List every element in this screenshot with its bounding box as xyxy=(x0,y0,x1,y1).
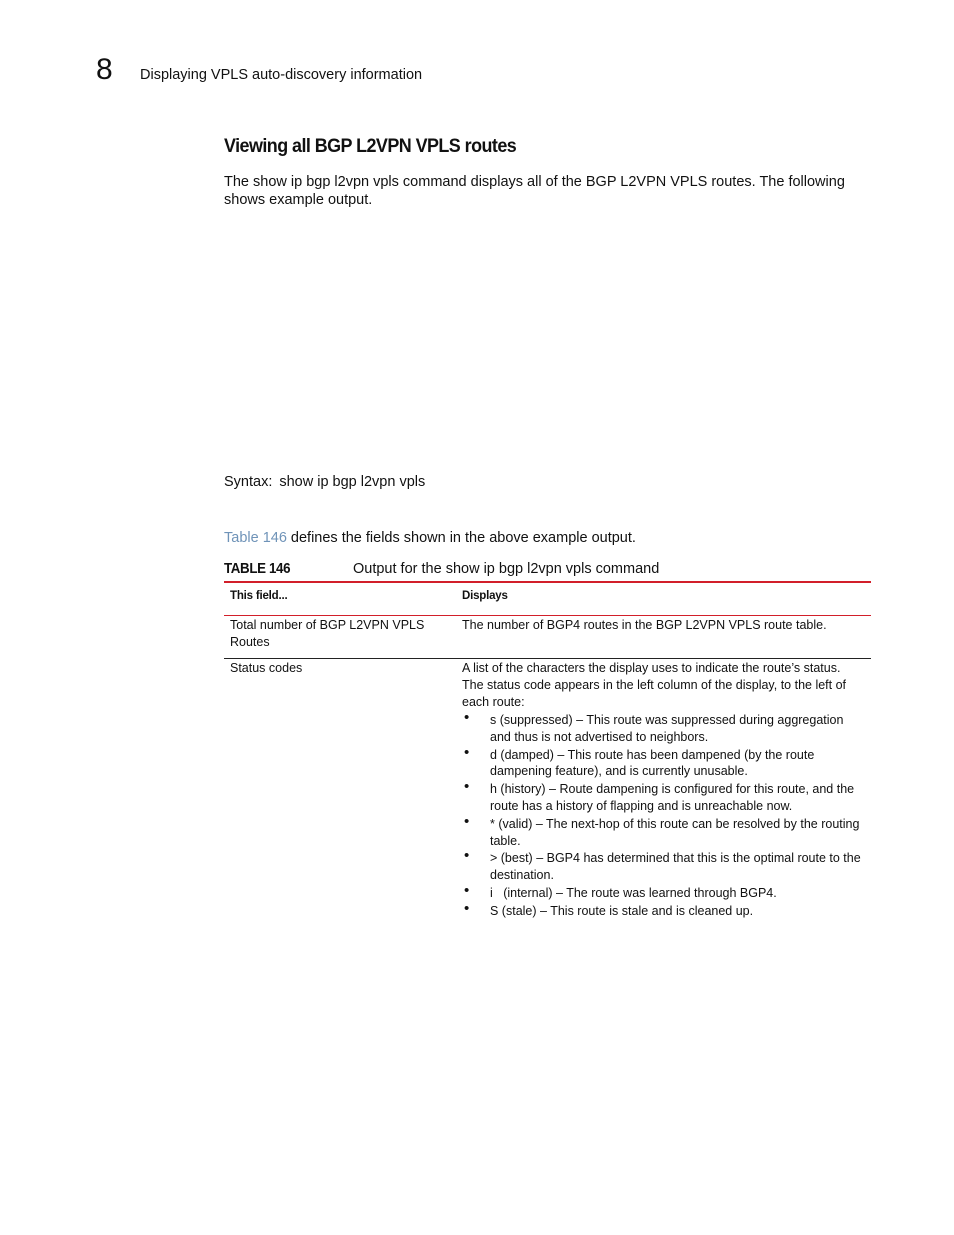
table-header-row xyxy=(224,582,871,616)
field-cell: Total number of BGP L2VPN VPLS Routes xyxy=(224,616,456,659)
description-cell: The number of BGP4 routes in the BGP L2VPN VPLS route table. xyxy=(456,616,871,659)
table-link[interactable]: Table 146 xyxy=(224,530,287,546)
status-description: A list of the characters the display uses to indicate the route’s status. The status code appears in the left column of the display, to the left of each route: xyxy=(462,661,847,709)
list-item: • > (best) – BGP4 has determined that this is the optimal route to the destination. xyxy=(464,847,861,883)
header-field: This field... xyxy=(224,582,456,616)
list-item: • S (stale) – This route is stale and is cleaned up. xyxy=(464,899,754,918)
bullet-icon: • xyxy=(464,778,470,796)
syntax-command: show ip bgp l2vpn vpls xyxy=(279,474,426,490)
list-item: • d (damped) – This route has been dampened (by the route dampening feature), and is currently unusable. xyxy=(464,743,815,779)
chapter-number: 8 xyxy=(96,53,113,86)
intro-paragraph: The show ip bgp l2vpn vpls command displays all of the BGP L2VPN VPLS routes. The following shows example output. xyxy=(224,174,845,208)
bullet-icon: • xyxy=(464,709,470,726)
list-item: • * (valid) – The next-hop of this route can be resolved by the routing table. xyxy=(464,812,860,848)
bullet-icon: • xyxy=(464,812,470,830)
status-code-list xyxy=(462,709,865,920)
list-item: • h (history) – Route dampening is configured for this route, and the route has a history of flapping and is unreachable now. xyxy=(464,778,855,813)
description-cell xyxy=(456,659,871,924)
header-displays: Displays xyxy=(456,582,871,616)
field-cell: Status codes xyxy=(230,661,303,675)
list-item: • i (internal) – The route was learned through BGP4. xyxy=(464,881,777,900)
bullet-icon: • xyxy=(464,743,470,761)
chapter-title: Displaying VPLS auto-discovery information xyxy=(140,67,423,83)
fields-table xyxy=(224,581,871,924)
table-row xyxy=(224,616,871,659)
section-heading: Viewing all BGP L2VPN VPLS routes xyxy=(224,135,517,157)
table-reference xyxy=(224,529,636,547)
table-caption-title: Output for the show ip bgp l2vpn vpls command xyxy=(353,561,660,577)
bullet-icon: • xyxy=(464,847,470,865)
table-reference-text: defines the fields shown in the above example output. xyxy=(286,530,636,546)
bullet-icon: • xyxy=(464,899,470,917)
bullet-icon: • xyxy=(464,881,470,899)
table-caption-number: TABLE 146 xyxy=(224,561,291,577)
list-item: • s (suppressed) – This route was suppressed during aggregation and thus is not advertised to neighbors. xyxy=(464,709,844,744)
syntax-line xyxy=(224,473,425,491)
syntax-label: Syntax: xyxy=(224,474,273,490)
table-row xyxy=(224,659,871,924)
